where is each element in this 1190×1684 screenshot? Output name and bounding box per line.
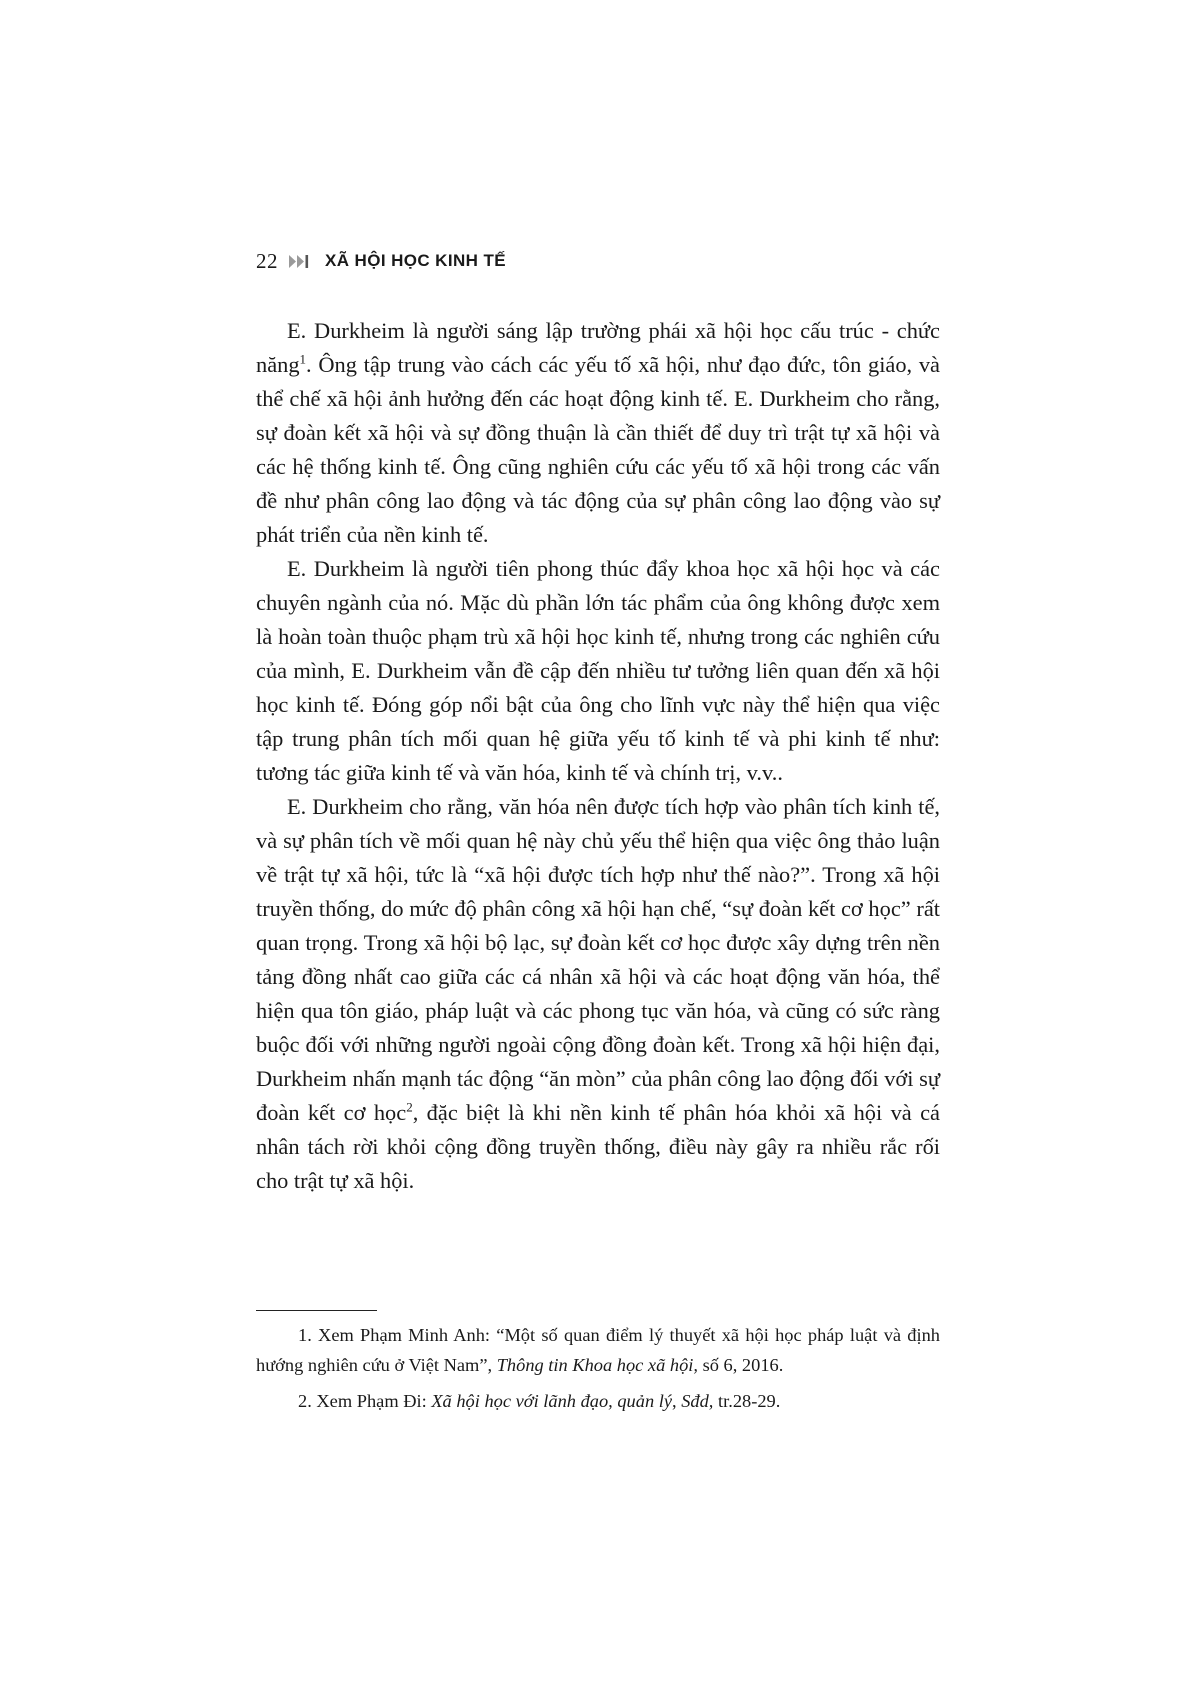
footnote-text: số 6, 2016. (697, 1355, 784, 1375)
footnote-ref: 2 (406, 1099, 413, 1115)
page-header (256, 244, 506, 278)
footnote-divider (256, 1310, 377, 1311)
paragraph-text: . Ông tập trung vào cách các yếu tố xã hội, như đạo đức, tôn giáo, và thể chế xã hội ảnh hưởng đến các hoạt động kinh tế. E. Durkheim cho rằng, sự đoàn kết xã hội và sự đồng thuận là cần thiết để duy trì trật tự xã hội và các hệ thống kinh tế. Ông cũng nghiên cứu các yếu tố xã hội trong các vấn đề như phân công lao động và tác động của sự phân công lao động vào sự phát triển của nền kinh tế. (256, 352, 940, 547)
paragraph-text: , đặc biệt là khi nền kinh tế phân hóa khỏi xã hội và cá nhân tách rời khỏi cộng đồng truyền thống, điều này gây ra nhiều rắc rối cho trật tự xã hội. (256, 1100, 940, 1193)
footnote (256, 1320, 940, 1380)
footnote-text: , (672, 1391, 682, 1411)
footnote-text: tr.28-29. (713, 1391, 781, 1411)
footnote-source-title: Xã hội học với lãnh đạo, quản lý (431, 1391, 673, 1411)
running-title: XÃ HỘI HỌC KINH TẾ (325, 251, 506, 270)
main-text (256, 314, 940, 1198)
paragraph (256, 790, 940, 1198)
paragraph-text: E. Durkheim là người sáng lập trường phái xã hội học cấu trúc - chức năng (256, 318, 940, 377)
paragraph-text: E. Durkheim cho rằng, văn hóa nên được tích hợp vào phân tích kinh tế, và sự phân tích về mối quan hệ này chủ yếu thể hiện qua việc ông thảo luận về trật tự xã hội, tức là “xã hội được tích hợp như thế nào?”. Trong xã hội truyền thống, do mức độ phân công xã hội hạn chế, “sự đoàn kết cơ học” rất quan trọng. Trong xã hội bộ lạc, sự đoàn kết cơ học được xây dựng trên nền tảng đồng nhất cao giữa các cá nhân xã hội và các hoạt động văn hóa, thể hiện qua tôn giáo, pháp luật và các phong tục văn hóa, và cũng có sức ràng buộc đối với những người ngoài cộng đồng đoàn kết. Trong xã hội hiện đại, Durkheim nhấn mạnh tác động “ăn mòn” của phân công lao động đối với sự đoàn kết cơ học (256, 794, 940, 1125)
footnote-text: 1. Xem Phạm Minh Anh: “Một số quan điểm lý thuyết xã hội học pháp luật và định hướng nghiên cứu ở Việt Nam”, (256, 1325, 940, 1375)
footnote-source-abbrev: Sđd, (681, 1391, 714, 1411)
footnotes (256, 1320, 940, 1422)
paragraph (256, 314, 940, 552)
page-number: 22 (256, 248, 278, 273)
footnote-ref: 1 (299, 351, 307, 367)
footnote (256, 1386, 940, 1416)
footnote-source-title: Thông tin Khoa học xã hội, (496, 1355, 698, 1375)
footnote-text: 2. Xem Phạm Đi: (298, 1391, 432, 1411)
fast-forward-icon (289, 255, 311, 268)
paragraph: E. Durkheim là người tiên phong thúc đẩy khoa học xã hội học và các chuyên ngành của nó. Mặc dù phần lớn tác phẩm của ông không được xem là hoàn toàn thuộc phạm trù xã hội học kinh tế, nhưng trong các nghiên cứu của mình, E. Durkheim vẫn đề cập đến nhiều tư tưởng liên quan đến xã hội học kinh tế. Đóng góp nổi bật của ông cho lĩnh vực này thể hiện qua việc tập trung phân tích mối quan hệ giữa yếu tố kinh tế và phi kinh tế như: tương tác giữa kinh tế và văn hóa, kinh tế và chính trị, v.v.. (256, 556, 940, 785)
